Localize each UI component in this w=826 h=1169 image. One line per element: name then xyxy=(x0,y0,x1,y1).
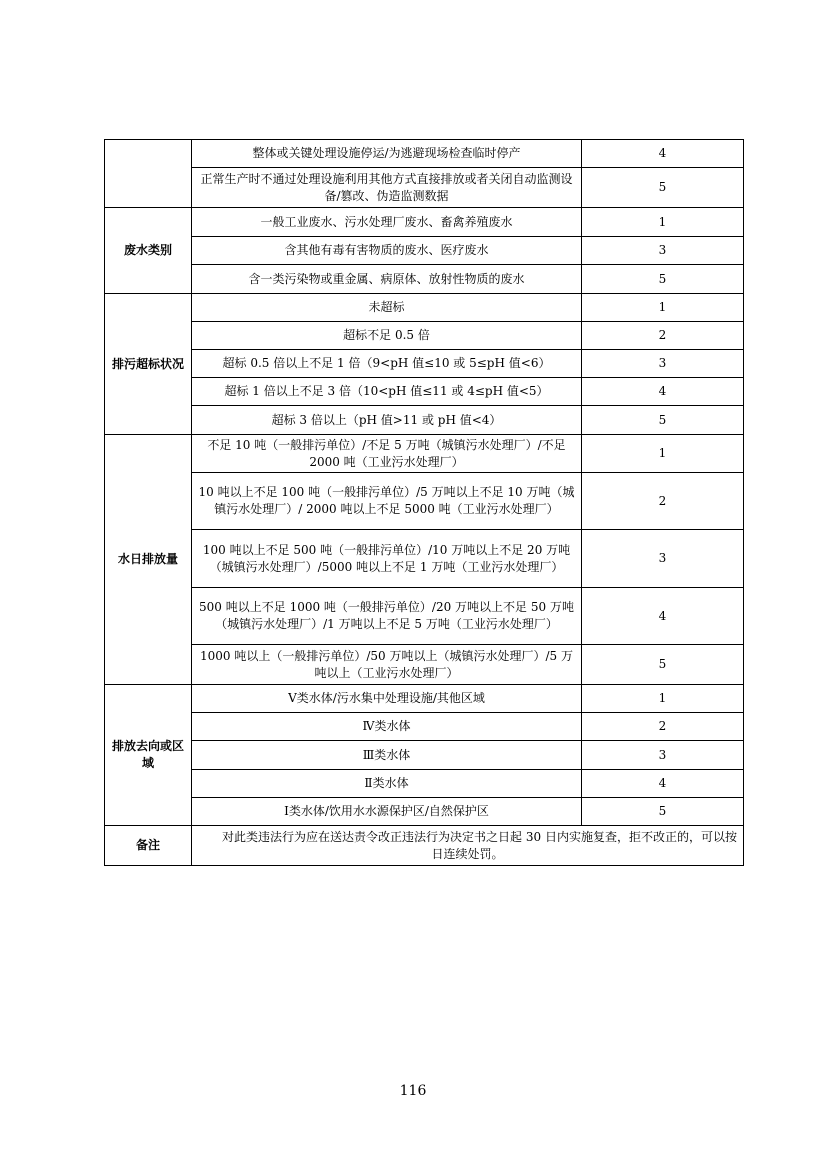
note-cell xyxy=(192,826,744,866)
table-row xyxy=(105,350,744,378)
score-cell: 4 xyxy=(582,588,744,645)
description-cell: 100 吨以上不足 500 吨（一般排污单位）/10 万吨以上不足 20 万吨（城镇污水处理厂）/5000 吨以上不足 1 万吨（工业污水处理厂） xyxy=(192,530,582,588)
description-cell: Ⅴ类水体/污水集中处理设施/其他区域 xyxy=(192,685,582,713)
description-cell: 1000 吨以上（一般排污单位）/50 万吨以上（城镇污水处理厂）/5 万吨以上（工业污水处理厂） xyxy=(192,645,582,685)
description-cell: 超标 3 倍以上（pH 值>11 或 pH 值<4） xyxy=(192,406,582,435)
score-cell: 2 xyxy=(582,713,744,741)
score-cell: 3 xyxy=(582,741,744,770)
description-cell: 500 吨以上不足 1000 吨（一般排污单位）/20 万吨以上不足 50 万吨（城镇污水处理厂）/1 万吨以上不足 5 万吨（工业污水处理厂） xyxy=(192,588,582,645)
note-label: 备注 xyxy=(105,826,192,866)
score-cell: 4 xyxy=(582,140,744,168)
note-text: 对此类违法行为应在送达责令改正违法行为决定书之日起 30 日内实施复查，拒不改正的，可以按日连续处罚。 xyxy=(222,829,737,861)
category-cell: 排污超标状况 xyxy=(105,294,192,435)
penalty-score-table xyxy=(104,139,744,866)
table-row xyxy=(105,294,744,322)
score-cell: 5 xyxy=(582,265,744,294)
page-number: 116 xyxy=(399,1083,427,1099)
table-row xyxy=(105,741,744,770)
description-cell: 含其他有毒有害物质的废水、医疗废水 xyxy=(192,237,582,265)
table-row xyxy=(105,473,744,530)
table-row xyxy=(105,435,744,473)
description-cell: 含一类污染物或重金属、病原体、放射性物质的废水 xyxy=(192,265,582,294)
score-cell: 3 xyxy=(582,530,744,588)
description-cell: 不足 10 吨（一般排污单位）/不足 5 万吨（城镇污水处理厂）/不足 2000 吨（工业污水处理厂） xyxy=(192,435,582,473)
score-cell: 5 xyxy=(582,798,744,826)
table-row xyxy=(105,406,744,435)
description-cell: Ⅲ类水体 xyxy=(192,741,582,770)
table-row xyxy=(105,208,744,237)
table-row xyxy=(105,713,744,741)
score-cell: 5 xyxy=(582,406,744,435)
description-cell: 10 吨以上不足 100 吨（一般排污单位）/5 万吨以上不足 10 万吨（城镇污水处理厂）/ 2000 吨以上不足 5000 吨（工业污水处理厂） xyxy=(192,473,582,530)
description-cell: Ⅱ类水体 xyxy=(192,770,582,798)
score-cell: 3 xyxy=(582,237,744,265)
table-row xyxy=(105,378,744,406)
score-cell: 1 xyxy=(582,435,744,473)
table-row xyxy=(105,770,744,798)
description-cell: 未超标 xyxy=(192,294,582,322)
table-row xyxy=(105,685,744,713)
score-cell: 1 xyxy=(582,685,744,713)
score-cell: 4 xyxy=(582,770,744,798)
description-cell: 超标 0.5 倍以上不足 1 倍（9<pH 值≤10 或 5≤pH 值<6） xyxy=(192,350,582,378)
score-cell: 5 xyxy=(582,168,744,208)
description-cell: Ⅰ类水体/饮用水水源保护区/自然保护区 xyxy=(192,798,582,826)
description-cell: Ⅳ类水体 xyxy=(192,713,582,741)
table-row xyxy=(105,322,744,350)
score-cell: 1 xyxy=(582,294,744,322)
score-cell: 2 xyxy=(582,322,744,350)
table-row xyxy=(105,265,744,294)
score-cell: 5 xyxy=(582,645,744,685)
table-row xyxy=(105,168,744,208)
table-row xyxy=(105,237,744,265)
description-cell: 超标不足 0.5 倍 xyxy=(192,322,582,350)
score-cell: 2 xyxy=(582,473,744,530)
description-cell: 一般工业废水、污水处理厂废水、畜禽养殖废水 xyxy=(192,208,582,237)
description-cell: 正常生产时不通过处理设施利用其他方式直接排放或者关闭自动监测设备/篡改、伪造监测数据 xyxy=(192,168,582,208)
table-row xyxy=(105,530,744,588)
table-row xyxy=(105,140,744,168)
category-cell: 废水类别 xyxy=(105,208,192,294)
category-cell-continued xyxy=(105,140,192,208)
note-row xyxy=(105,826,744,866)
score-cell: 4 xyxy=(582,378,744,406)
score-cell: 1 xyxy=(582,208,744,237)
score-cell: 3 xyxy=(582,350,744,378)
category-cell: 水日排放量 xyxy=(105,435,192,685)
category-cell: 排放去向或区域 xyxy=(105,685,192,826)
table-row xyxy=(105,798,744,826)
description-cell: 整体或关键处理设施停运/为逃避现场检查临时停产 xyxy=(192,140,582,168)
table-row xyxy=(105,645,744,685)
description-cell: 超标 1 倍以上不足 3 倍（10<pH 值≤11 或 4≤pH 值<5） xyxy=(192,378,582,406)
table-row xyxy=(105,588,744,645)
